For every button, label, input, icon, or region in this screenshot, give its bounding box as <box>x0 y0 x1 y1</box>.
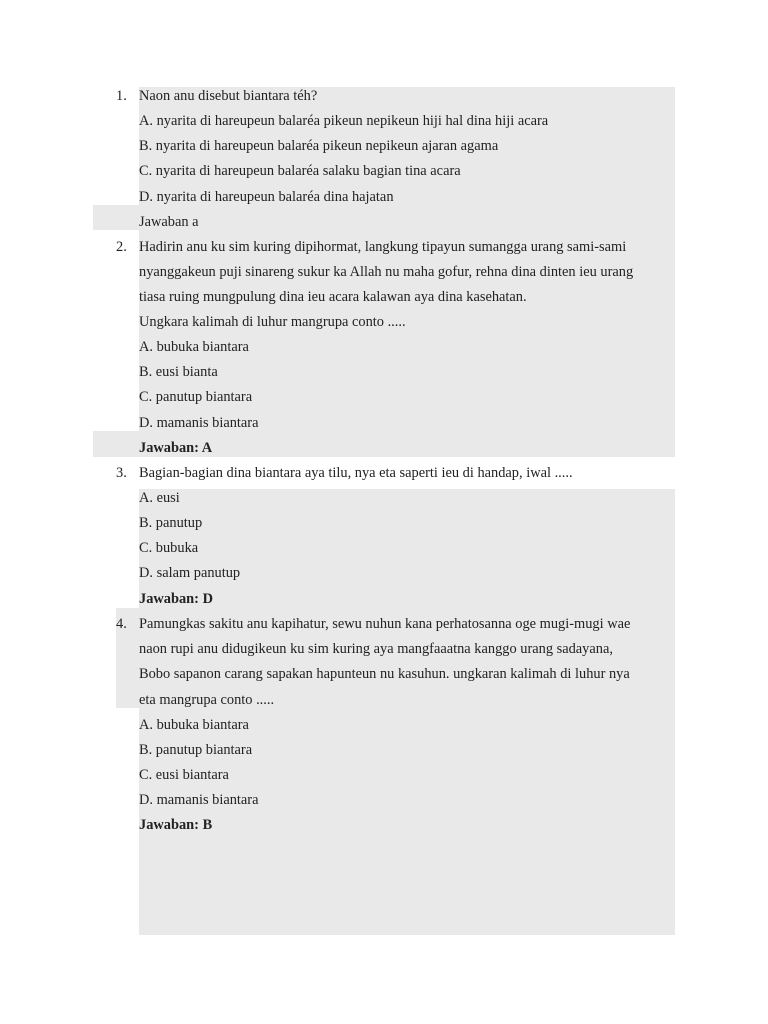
question-text: nyanggakeun puji sinareng sukur ka Allah nu maha gofur, rehna dina dinten ieu urang <box>139 264 634 280</box>
answer-option: A. bubuka biantara <box>139 339 249 355</box>
answer-option: B. eusi bianta <box>139 364 218 380</box>
question-text: tiasa ruing mungpulung dina ieu acara kalawan aya dina kasehatan. <box>139 289 527 305</box>
question-number: 3. <box>116 465 127 481</box>
answer-option: C. panutup biantara <box>139 389 253 405</box>
question-text: naon rupi anu didugikeun ku sim kuring aya mangfaaatna kanggo urang sadayana, <box>139 641 613 657</box>
answer-option: D. mamanis biantara <box>139 415 259 431</box>
answer-key: Jawaban: D <box>139 591 213 607</box>
answer-option: C. nyarita di hareupeun balaréa salaku bagian tina acara <box>139 163 461 179</box>
question-number: 2. <box>116 239 127 255</box>
highlight-block <box>139 489 675 608</box>
answer-option: D. salam panutup <box>139 565 241 581</box>
question-number: 4. <box>116 616 127 632</box>
answer-option: C. eusi biantara <box>139 767 229 783</box>
question-text: Bagian-bagian dina biantara aya tilu, nya eta saperti ieu di handap, iwal ..... <box>139 465 573 481</box>
answer-option: D. nyarita di hareupeun balaréa dina hajatan <box>139 189 394 205</box>
question-text: eta mangrupa conto ..... <box>139 692 275 708</box>
answer-option: B. panutup biantara <box>139 742 253 758</box>
question-text: Naon anu disebut biantara téh? <box>139 88 318 104</box>
answer-key: Jawaban: B <box>139 817 213 833</box>
question-text: Pamungkas sakitu anu kapihatur, sewu nuhun kana perhatosanna oge mugi-mugi wae <box>139 616 631 632</box>
answer-option: C. bubuka <box>139 540 199 556</box>
answer-option: A. bubuka biantara <box>139 717 249 733</box>
question-text: Ungkara kalimah di luhur mangrupa conto ..... <box>139 314 406 330</box>
question-number: 1. <box>116 88 127 104</box>
answer-option: A. nyarita di hareupeun balaréa pikeun nepikeun hiji hal dina hiji acara <box>139 113 549 129</box>
question-text: Hadirin anu ku sim kuring dipihormat, langkung tipayun sumangga urang sami-sami <box>139 239 627 255</box>
answer-option: B. nyarita di hareupeun balaréa pikeun nepikeun ajaran agama <box>139 138 499 154</box>
answer-key: Jawaban a <box>139 214 199 230</box>
answer-option: B. panutup <box>139 515 203 531</box>
answer-option: A. eusi <box>139 490 180 506</box>
answer-option: D. mamanis biantara <box>139 792 259 808</box>
answer-key: Jawaban: A <box>139 440 213 456</box>
question-text: Bobo sapanon carang sapakan hapunteun nu kasuhun. ungkaran kalimah di luhur nya <box>139 666 630 682</box>
